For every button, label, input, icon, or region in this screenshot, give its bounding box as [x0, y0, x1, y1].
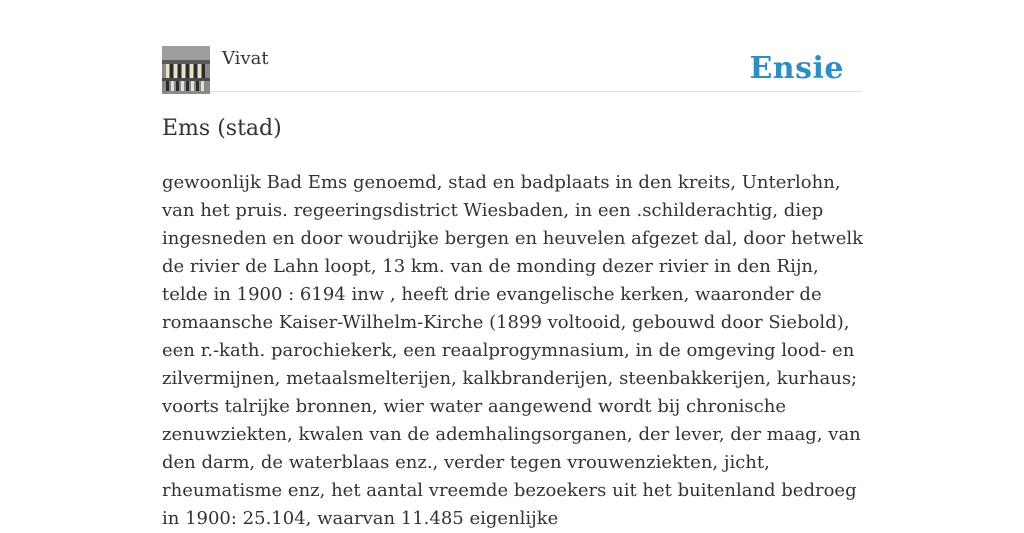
entry-card	[162, 46, 864, 529]
bookshelf-avatar-icon	[162, 46, 210, 94]
brand-logo-link[interactable]: Ensie	[749, 51, 844, 86]
author-name[interactable]: Vivat	[222, 48, 269, 69]
entry-body-text: gewoonlijk Bad Ems genoemd, stad en badplaats in den kreits, Unterlohn, van het pruis. regeeringsdistrict Wiesbaden, in een .schilderachtig, diep ingesneden en door woudrijke bergen en heuvelen afgezet dal, door hetwelk de rivier de Lahn loopt, 13 km. van de monding dezer rivier in den Rijn, telde in 1900 : 6194 inw , heeft drie evangelische kerken, waaronder de romaansche Kaiser-Wilhelm-Kirche (1899 voltooid, gebouwd door Siebold), een r.-kath. parochiekerk, een reaalprogymnasium, in de omgeving lood- en zilvermijnen, metaalsmelterijen, kalkbranderijen, steenbakkerijen, kurhaus; voorts talrijke bronnen, wier water aangewend wordt bij chronische zenuwziekten, kwalen van de ademhalingsorganen, der lever, der maag, van den darm, de waterblaas enz., verder tegen vrouwenziekten, jicht, rheumatisme enz, het aantal vreemde bezoekers uit het buitenland bedroeg in 1900: 25.104, waarvan 11.485 eigenlijke	[162, 172, 864, 529]
author-avatar[interactable]	[162, 46, 210, 94]
entry-header	[162, 46, 862, 92]
page-title: Ems (stad)	[162, 116, 282, 141]
